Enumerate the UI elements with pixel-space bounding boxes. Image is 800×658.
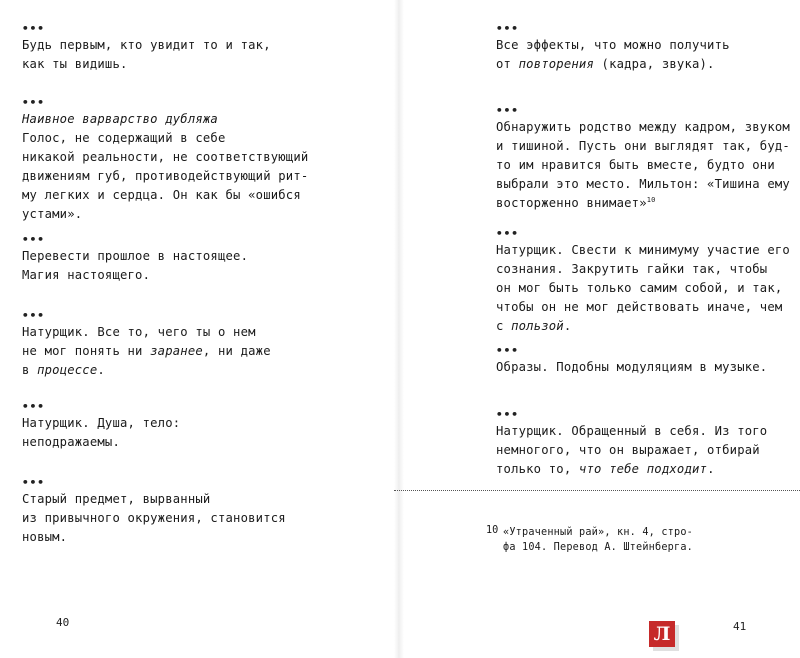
footnote-line: «Утраченный рай», кн. 4, стро- bbox=[503, 527, 694, 538]
text-segment: (кадра, звука). bbox=[594, 57, 715, 71]
text-segment: чтобы он не мог действовать иначе, чем bbox=[496, 300, 783, 314]
text-line bbox=[496, 118, 790, 137]
italic-text: процессе bbox=[37, 363, 98, 377]
text-segment: Обнаружить родство между кадром, звуком bbox=[496, 120, 790, 134]
text-line bbox=[22, 205, 308, 224]
text-segment: . bbox=[97, 363, 105, 377]
text-line bbox=[496, 279, 790, 298]
text-line bbox=[22, 129, 308, 148]
entry-marker-icon: ••• bbox=[22, 22, 45, 35]
text-line bbox=[496, 298, 790, 317]
text-segment: , ни даже bbox=[202, 344, 271, 358]
text-segment: восторженно внимает» bbox=[496, 196, 647, 210]
text-segment: . bbox=[707, 462, 715, 476]
text-entry bbox=[496, 106, 790, 213]
text-entry bbox=[22, 478, 286, 547]
text-segment: . bbox=[563, 319, 572, 333]
entry-marker-icon: ••• bbox=[22, 96, 45, 109]
entry-marker-icon: ••• bbox=[22, 400, 45, 413]
text-segment: Магия настоящего. bbox=[22, 268, 151, 282]
italic-text: повторения bbox=[518, 57, 594, 71]
text-segment: движениям губ, противодействующий рит- bbox=[22, 169, 309, 183]
text-line bbox=[496, 317, 790, 336]
text-segment: Натурщик. Обращенный в себя. Из того bbox=[496, 424, 768, 438]
text-segment: Будь первым, кто увидит то и так, bbox=[22, 38, 271, 52]
text-line bbox=[496, 460, 767, 479]
text-line bbox=[496, 137, 790, 156]
entry-marker-icon: ••• bbox=[22, 309, 45, 322]
text-line bbox=[496, 55, 730, 74]
text-line bbox=[496, 260, 790, 279]
text-line bbox=[22, 36, 271, 55]
text-entry bbox=[22, 402, 180, 452]
text-segment: Старый предмет, вырванный bbox=[22, 492, 211, 506]
text-line bbox=[22, 186, 308, 205]
text-line bbox=[22, 110, 308, 129]
text-line bbox=[22, 55, 271, 74]
text-segment: Образы. Подобны модуляциям в музыке. bbox=[496, 360, 768, 374]
text-segment: не мог понять ни bbox=[22, 344, 151, 358]
text-segment: сознания. Закрутить гайки так, чтобы bbox=[496, 262, 768, 276]
text-segment: как ты видишь. bbox=[22, 57, 128, 71]
text-line bbox=[22, 414, 180, 433]
text-line bbox=[22, 490, 286, 509]
text-segment: выбрали это место. Мильтон: «Тишина ему bbox=[496, 177, 790, 191]
text-segment: Голос, не содержащий в себе bbox=[22, 131, 226, 145]
text-entry bbox=[496, 410, 767, 479]
text-line bbox=[22, 342, 271, 361]
footnote bbox=[503, 525, 693, 555]
text-segment: Перевести прошлое в настоящее. bbox=[22, 249, 249, 263]
entry-marker-icon: ••• bbox=[496, 408, 519, 421]
text-segment: Натурщик. Все то, чего ты о нем bbox=[22, 325, 256, 339]
text-line bbox=[22, 323, 271, 342]
left-page bbox=[0, 0, 395, 658]
text-entry bbox=[22, 235, 248, 285]
entry-marker-icon: ••• bbox=[22, 233, 45, 246]
publisher-logo-letter: Л bbox=[653, 623, 671, 645]
text-line bbox=[22, 266, 248, 285]
text-segment: устами». bbox=[22, 207, 83, 221]
text-entry bbox=[496, 24, 730, 74]
page-number-right: 41 bbox=[733, 620, 747, 633]
text-segment: и тишиной. Пусть они выглядят так, буд- bbox=[496, 139, 790, 153]
entry-marker-icon: ••• bbox=[22, 476, 45, 489]
text-segment: немногого, что он выражает, отбирай bbox=[496, 443, 760, 457]
right-page bbox=[400, 0, 800, 658]
entry-marker-icon: ••• bbox=[496, 344, 519, 357]
text-segment: из привычного окружения, становится bbox=[22, 511, 286, 525]
text-segment: Натурщик. Душа, тело: bbox=[22, 416, 181, 430]
footnote-ref: 10 bbox=[646, 195, 656, 204]
text-entry bbox=[496, 229, 790, 336]
text-line bbox=[496, 358, 767, 377]
text-entry bbox=[22, 311, 271, 380]
italic-text: что тебе подходит bbox=[578, 462, 708, 476]
italic-text: Наивное варварство дубляжа bbox=[22, 112, 218, 126]
text-segment: в bbox=[22, 363, 38, 377]
text-line bbox=[496, 441, 767, 460]
italic-text: заранее bbox=[150, 344, 203, 358]
text-entry bbox=[22, 24, 271, 74]
entry-marker-icon: ••• bbox=[496, 104, 519, 117]
text-segment: только то, bbox=[496, 462, 579, 476]
page-number-left: 40 bbox=[56, 616, 70, 629]
text-segment: новым. bbox=[22, 530, 68, 544]
text-segment: неподражаемы. bbox=[22, 435, 120, 449]
text-line bbox=[22, 528, 286, 547]
text-line bbox=[496, 241, 790, 260]
text-line bbox=[22, 167, 308, 186]
footnote-separator bbox=[394, 490, 800, 491]
text-segment: му легких и сердца. Он как бы «ошибся bbox=[22, 188, 301, 202]
text-line bbox=[22, 148, 308, 167]
text-segment: от bbox=[496, 57, 519, 71]
text-line bbox=[22, 433, 180, 452]
text-line bbox=[22, 247, 248, 266]
text-segment: с bbox=[496, 319, 512, 333]
text-entry bbox=[22, 98, 308, 224]
italic-text: пользой bbox=[511, 319, 564, 333]
text-line bbox=[22, 361, 271, 380]
entry-marker-icon: ••• bbox=[496, 22, 519, 35]
text-line bbox=[496, 36, 730, 55]
text-line bbox=[496, 194, 790, 213]
footnote-line: фа 104. Перевод А. Штейнберга. bbox=[503, 542, 694, 553]
footnote-number: 10 bbox=[486, 525, 499, 536]
text-entry bbox=[496, 346, 767, 377]
text-segment: никакой реальности, не соответствующий bbox=[22, 150, 309, 164]
entry-marker-icon: ••• bbox=[496, 227, 519, 240]
text-segment: то им нравится быть вместе, будто они bbox=[496, 158, 775, 172]
text-line bbox=[22, 509, 286, 528]
text-line bbox=[496, 422, 767, 441]
text-segment: он мог быть только самим собой, и так, bbox=[496, 281, 783, 295]
text-line bbox=[496, 156, 790, 175]
text-segment: Натурщик. Свести к минимуму участие его bbox=[496, 243, 790, 257]
text-line bbox=[496, 175, 790, 194]
publisher-logo bbox=[649, 621, 675, 647]
text-segment: Все эффекты, что можно получить bbox=[496, 38, 730, 52]
